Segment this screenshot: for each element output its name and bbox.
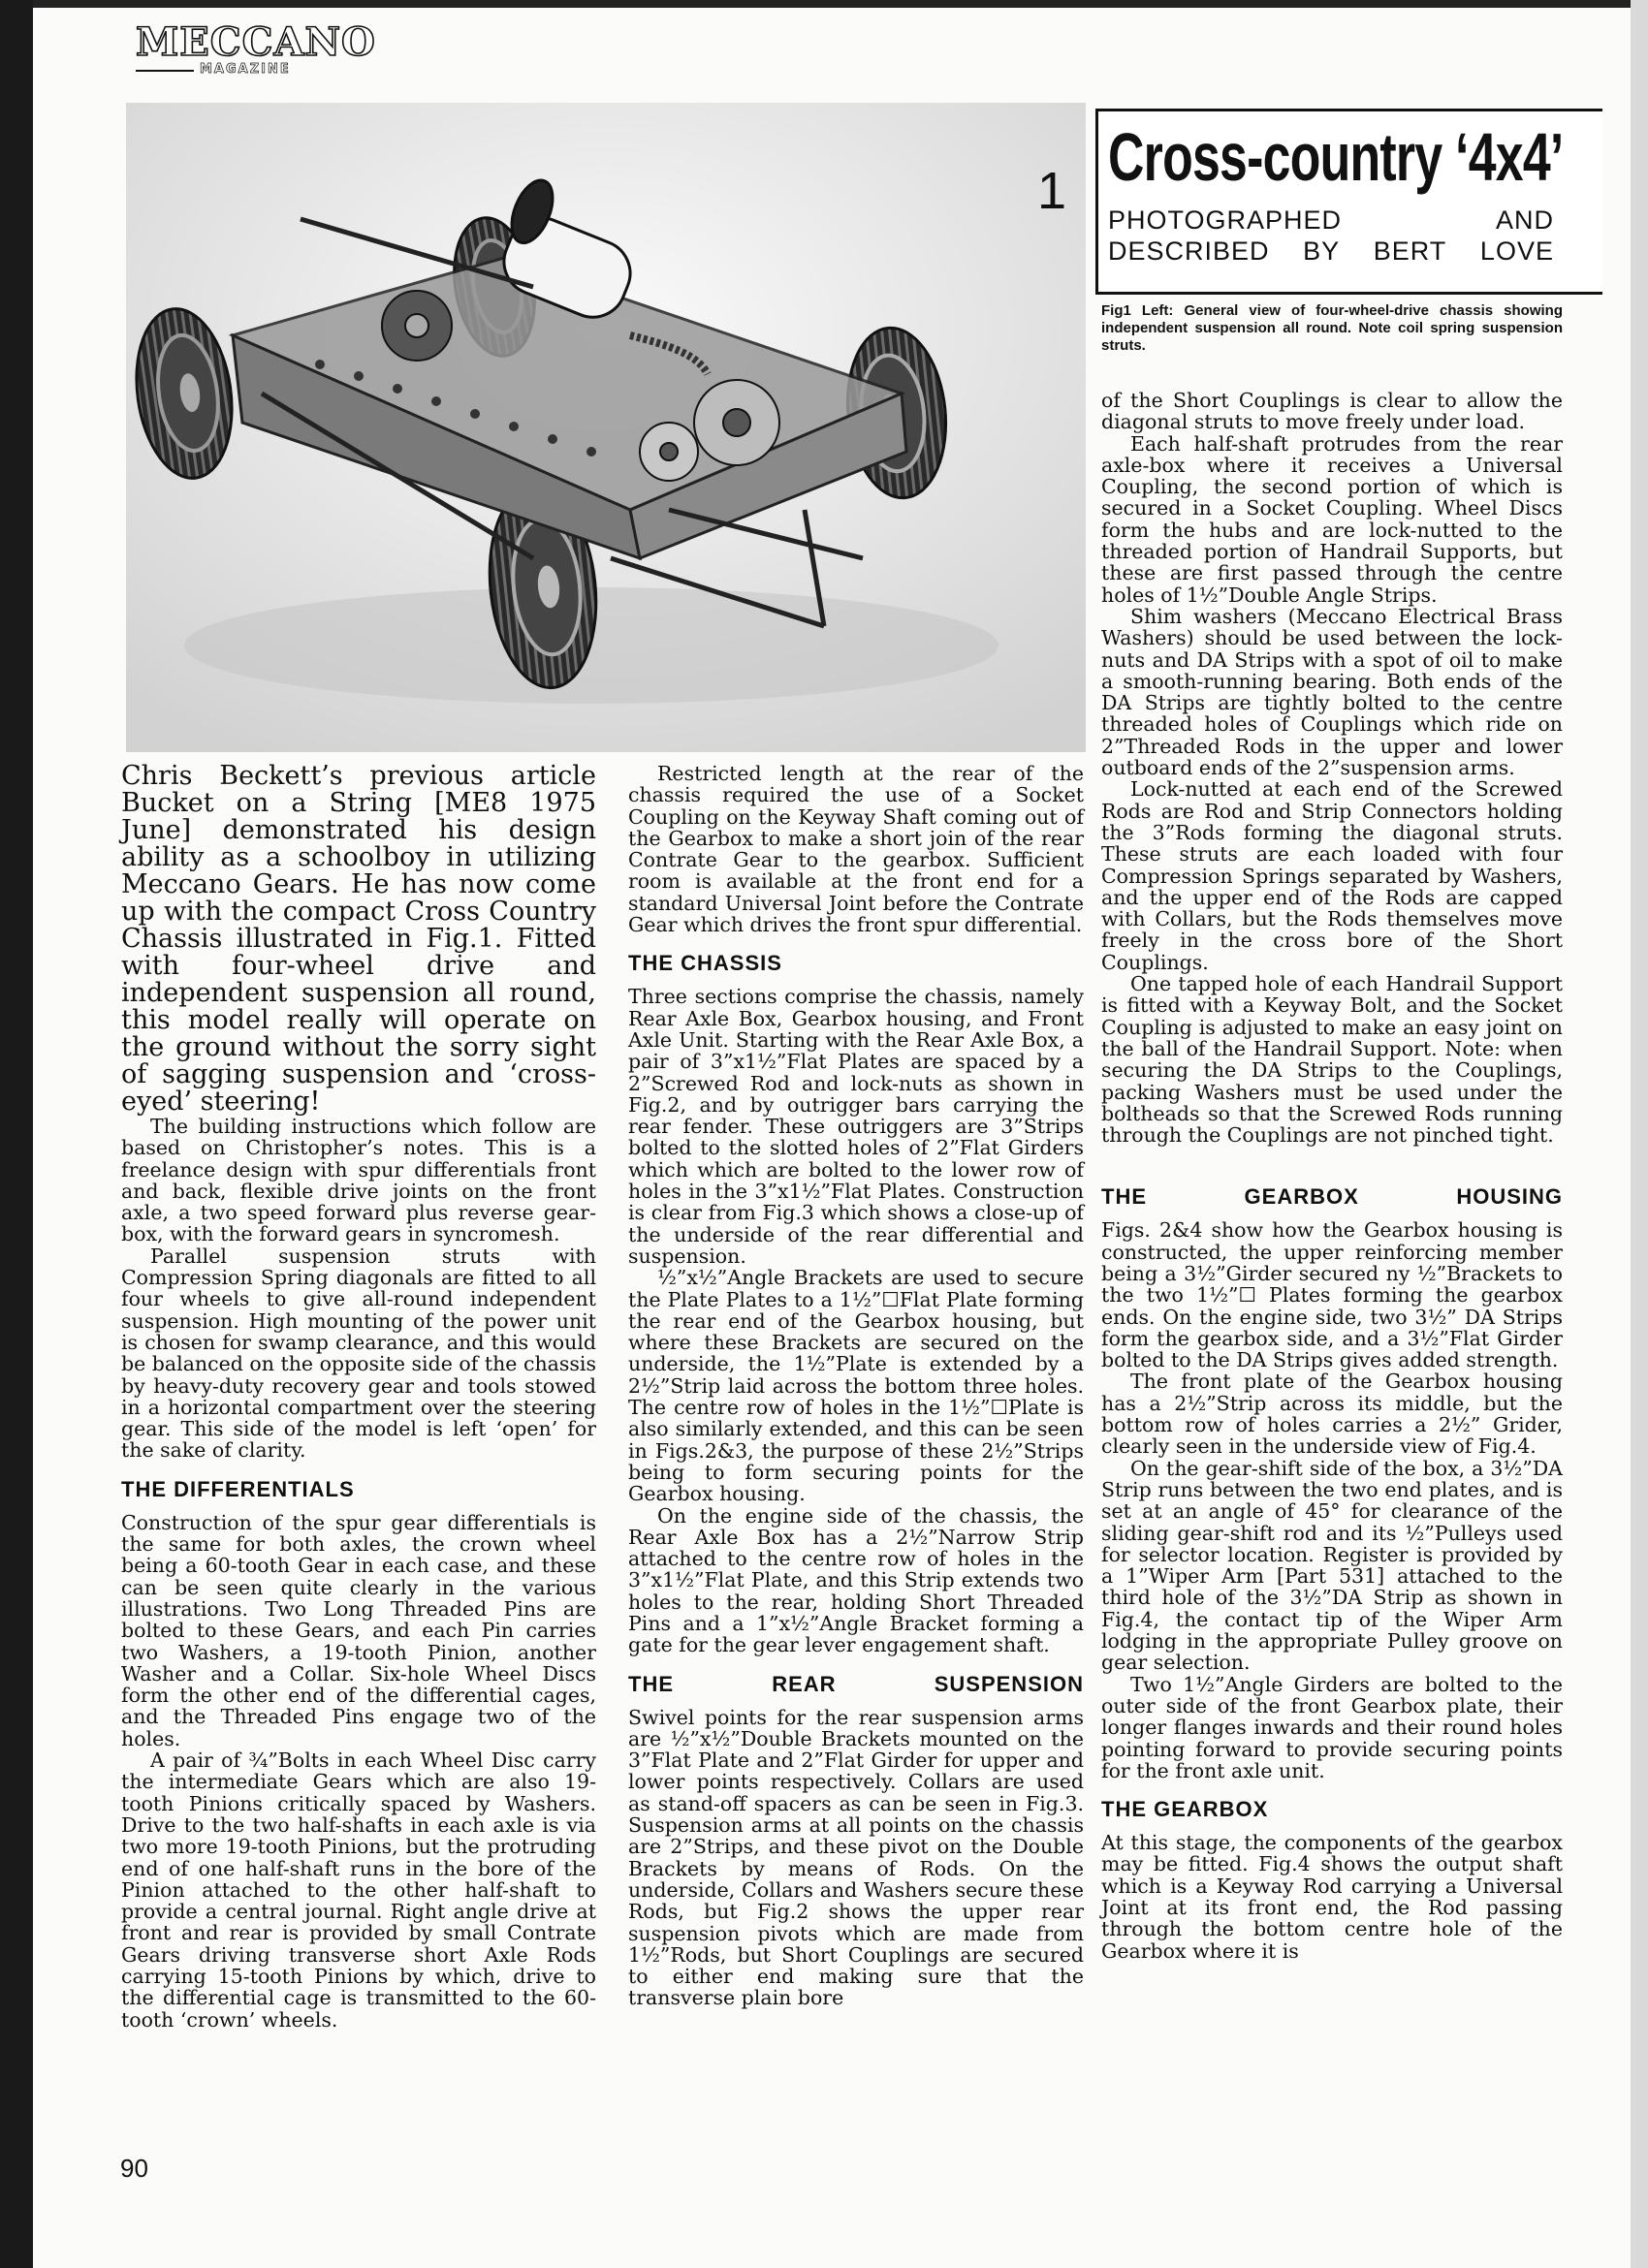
body-paragraph: A pair of ¾”Bolts in each Wheel Disc carry the intermediate Gears which are also 19-tooth Pinions critically spaced by Washers. Drive to the two half-shafts in each axle is via two more 19-tooth Pinions, but the protruding end of one half-shaft runs in the bore of the Pinion attached to the other half-shaft to provide a central journal. Right angle drive at front and rear is provided by small Contrate Gears driving transverse short Axle Rods carrying 15-tooth Pinions by which, drive to the differential cage is transmitted to the 60-tooth ‘crown’ wheels. [121,1748,596,2032]
section-heading-differentials: THE DIFFERENTIALS [121,1476,355,1501]
chassis-illustration [126,103,1086,752]
scan-edge-right [1631,0,1648,2268]
body-paragraph: Figs. 2&4 show how the Gearbox housing is constructed, the upper reinforcing member being a 3½”Girder secured ny ½”Brackets to the two 1½”☐ Plates forming the gearbox ends. On the engine side, two 3½” DA Strips form the gearbox side, and a 3½”Flat Girder bolted to the DA Strips gives added strength. [1101,1218,1563,1372]
article-title: Cross-country ‘4x4’ [1108,119,1564,195]
heading-word: HOUSING [1456,1184,1563,1210]
body-paragraph: ½”x½”Angle Brackets are used to secure the Plate Plates to a 1½”☐Flat Plate forming the rear end of the Gearbox housing, but where these Brackets are secured on the underside, the 1½”Plate is extended by a 2½”Strip laid across the bottom three holes. The centre row of holes in the 1½”☐Plate is also similarly extended, and this can be seen in Figs.2&3, the purpose of these 2½”Strips being to form securing points for the Gearbox housing. [628,1266,1084,1506]
body-paragraph: Swivel points for the rear suspension arms are ½”x½”Double Brackets mounted on the 3”Flat Plate and 2”Flat Girder for upper and lower points respectively. Collars are used as stand-off spacers as can be seen in Fig.3. Suspension arms at all points on the chassis are 2”Strips, and these pivot on the Double Brackets by means of Rods. On the underside, Collars and Washers secure these Rods, but Fig.2 shows the upper rear suspension pivots which are made from 1½”Rods, but Short Couplings are secured to either end making sure that the transverse plain bore [628,1705,1084,2010]
magazine-masthead [136,19,376,81]
body-paragraph: of the Short Couplings is clear to allow the diagonal struts to move freely under load. [1101,389,1563,434]
byline-word: BERT [1373,236,1447,266]
masthead-main: MECCANO [136,19,376,65]
byline-word: PHOTOGRAPHED [1108,205,1343,235]
byline-word: LOVE [1479,236,1554,266]
section-heading-chassis: THE CHASSIS [628,951,782,976]
scan-edge-top [0,0,1648,8]
masthead-rule [136,70,194,72]
heading-word: THE [1101,1184,1147,1210]
page-number: 90 [120,2154,148,2183]
body-paragraph: The building instructions which follow are based on Christopher’s notes. This is a freelance design with spur differentials front and back, flexible drive joints on the front axle, a two speed forward plus reverse gear-box, with the forward gears in syncromesh. [121,1115,596,1246]
body-paragraph: On the engine side of the chassis, the Rear Axle Box has a 2½”Narrow Strip attached to the centre row of holes in the 3”x1½”Flat Plate, and this Strip extends two holes to the rear, holding Short Threaded Pins and a 1”x½”Angle Bracket forming a gate for the gear lever engagement shaft. [628,1503,1084,1657]
body-paragraph: Each half-shaft protrudes from the rear axle-box where it receives a Universal Coupling, the second portion of which is secured in a Socket Coupling. Wheel Discs form the hubs and are lock-nutted to the threaded portion of Handrail Supports, but these are first passed through the centre holes of 1½”Double Angle Strips. [1101,431,1563,607]
heading-word: THE [628,1671,674,1696]
chassis-photo [126,103,1086,752]
body-paragraph: Restricted length at the rear of the chassis required the use of a Socket Coupling on the Keyway Shaft coming out of the Gearbox to make a short join of the rear Contrate Gear to the gearbox. Sufficient room is available at the front end for a standard Universal Joint before the Contrate Gear which drives the front spur differential. [628,762,1084,937]
byline-word: BY [1303,236,1341,266]
body-paragraph: Two 1½”Angle Girders are bolted to the outer side of the front Gearbox plate, their longer flanges inwards and their round holes pointing forward to provide securing points for the front axle unit. [1101,1672,1563,1782]
byline-word: AND [1495,205,1554,235]
body-paragraph: Parallel suspension struts with Compression Spring diagonals are fitted to all four wheels to give all-round independent suspension. High mounting of the power unit is chosen for swamp clearance, and this would be balanced on the opposite side of the chassis by heavy-duty recovery gear and tools stowed in a horizontal compartment over the steering gear. This side of the model is left ‘open’ for the sake of clarity. [121,1244,596,1463]
section-heading-rear-suspension [628,1672,1084,1697]
body-paragraph: The front plate of the Gearbox housing has a 2½”Strip across its middle, but the bottom row of holes carries a 2½” Grider, clearly seen in the underside view of Fig.4. [1101,1370,1563,1459]
byline-line-2 [1108,236,1554,267]
body-paragraph: Lock-nutted at each end of the Screwed Rods are Rod and Strip Connectors holding the 3”Rods forming the diagonal struts. These struts are each loaded with four Compression Springs separated by Washers, and the upper end of the Rods are capped with Collars, but the Rods themselves move freely in the cross bore of the Short Couplings. [1101,777,1563,974]
byline-line-1 [1108,205,1554,236]
body-paragraph: Three sections comprise the chassis, namely Rear Axle Box, Gearbox housing, and Front Axle Unit. Starting with the Rear Axle Box, a pair of 3”x1½”Flat Plates are spaced by a 2”Screwed Rod and lock-nuts as shown in Fig.2, and by outrigger bars carrying the rear fender. These outriggers are 3”Strips bolted to the slotted holes of 2”Flat Girders which which are bolted to the lower row of holes in the 3”x1½”Flat Plates. Construction is clear from Fig.3 which shows a close-up of the underside of the rear differential and suspension. [628,985,1084,1268]
section-heading-gearbox: THE GEARBOX [1101,1797,1269,1822]
body-paragraph: Shim washers (Meccano Electrical Brass Washers) should be used between the lock-nuts and DA Strips with a spot of oil to make a smooth-running bearing. Both ends of the DA Strips are tightly bolted to the centre threaded holes of Couplings which ride on 2”Threaded Rods in the upper and lower outboard ends of the 2”suspension arms. [1101,604,1563,780]
scan-edge-left [0,0,33,2268]
body-paragraph: Construction of the spur gear differentials is the same for both axles, the crown wheel being a 60-tooth Gear in each case, and these can be seen quite clearly in the various illustrations. Two Long Threaded Pins are bolted to these Gears, and each Pin carries two Washers, a 19-tooth Pinion, another Washer and a Collar. Six-hole Wheel Discs form the other end of the differential cages, and the Threaded Pins engage two of the holes. [121,1510,596,1750]
column-2 [599,763,1084,2009]
column-3 [1088,390,1563,1962]
figure-number: 1 [1037,162,1067,220]
lead-paragraph: Chris Beckett’s previous article Bucket on a String [ME8 1975 June] demonstrated his design ability as a schoolboy in utilizing Meccano Gears. He has now come up with the compact Cross Country Chassis illustrated in Fig.1. Fitted with four-wheel drive and independent suspension all round, this model really will operate on the ground without the sorry sight of sagging suspension and ‘cross-eyed’ steering! [121,761,596,1117]
section-heading-gearbox-housing [1101,1184,1563,1210]
title-box [1095,109,1602,295]
byline-word: DESCRIBED [1108,236,1270,266]
heading-word: GEARBOX [1244,1184,1359,1210]
body-paragraph: On the gear-shift side of the box, a 3½”DA Strip runs between the two end plates, and is set at an angle of 45° for clearance of the sliding gear-shift rod and its ½”Pulleys used for selector location. Register is provided by a 1”Wiper Arm [Part 531] attached to the third hole of the 3½”DA Strip as shown in Fig.4, the contact tip of the Wiper Arm lodging in the appropriate Pulley groove on gear selection. [1101,1456,1563,1675]
heading-word: REAR [772,1671,837,1696]
body-paragraph: One tapped hole of each Handrail Support is fitted with a Keyway Bolt, and the Socket Coupling is adjusted to make an easy joint on the ball of the Handrail Support. Note: when securing the DA Strips to the Couplings, packing Washers must be used under the boltheads so that the Screwed Rods running through the Couplings are not pinched tight. [1101,972,1563,1148]
body-paragraph: At this stage, the components of the gearbox may be fitted. Fig.4 shows the output shaft which is a Keyway Rod carrying a Universal Joint at its front end, the Rod passing through the bottom centre hole of the Gearbox where it is [1101,1831,1563,1963]
masthead-sub: MAGAZINE [200,62,291,77]
column-1 [121,763,596,2031]
figure-caption: Fig1 Left: General view of four-wheel-drive chassis showing independent suspension all round. Note coil spring suspension struts. [1101,302,1563,354]
heading-word: SUSPENSION [934,1671,1084,1696]
